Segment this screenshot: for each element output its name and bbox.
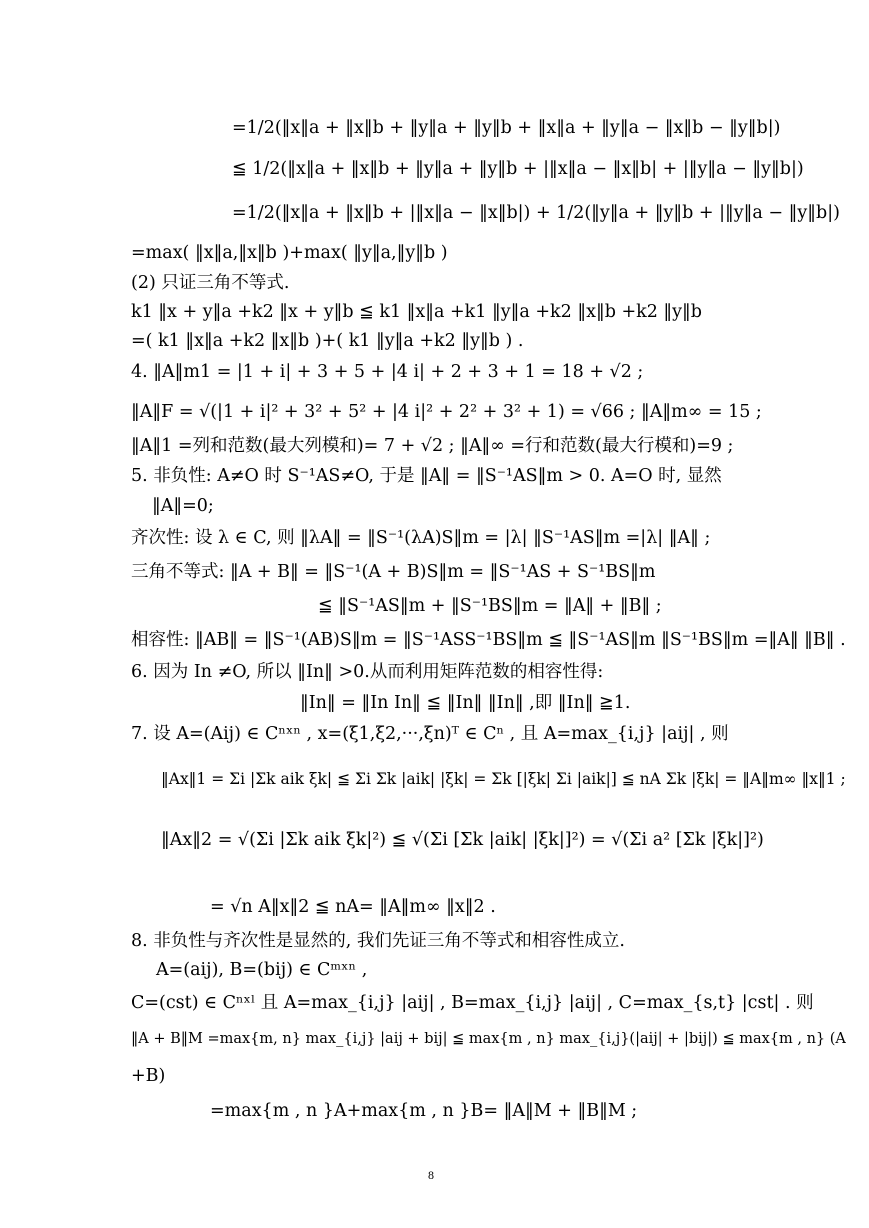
line-8: 4. ‖A‖m1 = |1 + i| + 3 + 5 + |4 i| + 2 + 3 + 1 = 18 + √2 ; [131,362,644,382]
line-11: 5. 非负性: A≠O 时 S⁻¹AS≠O, 于是 ‖A‖ = ‖S⁻¹AS‖m > 0. A=O 时, 显然 [131,466,722,486]
line-18: ‖In‖ = ‖In In‖ ≦ ‖In‖ ‖In‖ ,即 ‖In‖ ≧1. [300,693,631,713]
line-7: =( k1 ‖x‖a +k2 ‖x‖b )+( k1 ‖y‖a +k2 ‖y‖b ) . [131,331,524,351]
line-2: ≦ 1/2(‖x‖a + ‖x‖b + ‖y‖a + ‖y‖b + |‖x‖a − ‖x‖b| + |‖y‖a − ‖y‖b|) [232,159,804,179]
line-16: 相容性: ‖AB‖ = ‖S⁻¹(AB)S‖m = ‖S⁻¹ASS⁻¹BS‖m ≦ ‖S⁻¹AS‖m ‖S⁻¹BS‖m =‖A‖ ‖B‖ . [131,630,846,650]
line-22: = √n A‖x‖2 ≦ nA= ‖A‖m∞ ‖x‖2 . [210,897,496,917]
line-1: =1/2(‖x‖a + ‖x‖b + ‖y‖a + ‖y‖b + ‖x‖a + ‖y‖a − ‖x‖b − ‖y‖b|) [232,118,781,138]
line-21: ‖Ax‖2 = √(Σi |Σk aik ξk|²) ≦ √(Σi [Σk |aik| |ξk|]²) = √(Σi a² [Σk |ξk|]²) [161,830,764,850]
line-14: 三角不等式: ‖A + B‖ = ‖S⁻¹(A + B)S‖m = ‖S⁻¹AS + S⁻¹BS‖m [131,562,656,582]
line-4: =max( ‖x‖a,‖x‖b )+max( ‖y‖a,‖y‖b ) [131,243,448,263]
line-28: =max{m , n }A+max{m , n }B= ‖A‖M + ‖B‖M ; [210,1101,638,1121]
line-3: =1/2(‖x‖a + ‖x‖b + |‖x‖a − ‖x‖b|) + 1/2(‖y‖a + ‖y‖b + |‖y‖a − ‖y‖b|) [232,203,840,223]
line-13: 齐次性: 设 λ ∈ C, 则 ‖λA‖ = ‖S⁻¹(λA)S‖m = |λ| ‖S⁻¹AS‖m =|λ| ‖A‖ ; [131,528,711,548]
line-6: k1 ‖x + y‖a +k2 ‖x + y‖b ≦ k1 ‖x‖a +k1 ‖y‖a +k2 ‖x‖b +k2 ‖y‖b [131,302,703,322]
line-9: ‖A‖F = √(|1 + i|² + 3² + 5² + |4 i|² + 2² + 3² + 1) = √66 ; ‖A‖m∞ = 15 ; [131,402,762,422]
line-24: A=(aij), B=(bij) ∈ Cᵐˣⁿ , [156,960,368,980]
line-26: ‖A + B‖M =max{m, n} max_{i,j} |aij + bij| ≦ max{m , n} max_{i,j}(|aij| + |bij|) ≦ max{m , n} (A [131,1031,846,1047]
line-17: 6. 因为 In ≠O, 所以 ‖In‖ >0.从而利用矩阵范数的相容性得: [131,662,604,682]
line-23: 8. 非负性与齐次性是显然的, 我们先证三角不等式和相容性成立. [131,931,625,951]
line-20: ‖Ax‖1 = Σi |Σk aik ξk| ≦ Σi Σk |aik| |ξk| = Σk [|ξk| Σi |aik|] ≦ nA Σk |ξk| = ‖A‖m∞ ‖x‖1 ; [161,770,846,788]
line-25: C=(cst) ∈ Cⁿˣˡ 且 A=max_{i,j} |aij| , B=max_{i,j} |aij| , C=max_{s,t} |cst| . 则 [131,993,814,1013]
line-5: (2) 只证三角不等式. [131,273,290,293]
page-number: 8 [428,1168,434,1182]
line-27: +B) [131,1066,166,1086]
line-12: ‖A‖=0; [152,496,214,516]
line-15: ≦ ‖S⁻¹AS‖m + ‖S⁻¹BS‖m = ‖A‖ + ‖B‖ ; [318,596,662,616]
line-19: 7. 设 A=(Aij) ∈ Cⁿˣⁿ , x=(ξ1,ξ2,···,ξn)ᵀ ∈ Cⁿ , 且 A=max_{i,j} |aij| , 则 [131,724,729,744]
line-10: ‖A‖1 =列和范数(最大列模和)= 7 + √2 ; ‖A‖∞ =行和范数(最大行模和)=9 ; [131,436,734,456]
